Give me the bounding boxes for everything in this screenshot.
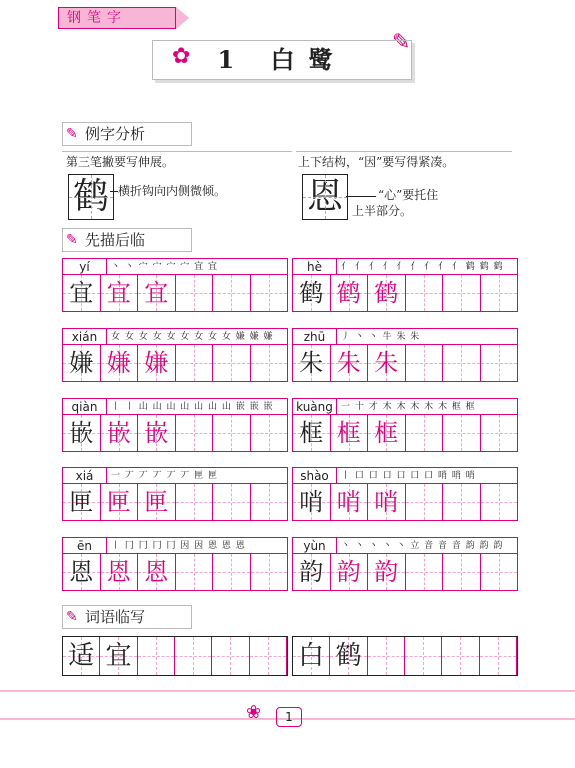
writing-cell[interactable] xyxy=(406,345,444,381)
trace-char: 匣 xyxy=(138,484,176,520)
trace-char: 匣 xyxy=(101,484,139,520)
model-char: 宜 xyxy=(63,275,101,311)
pinyin: yí xyxy=(63,259,107,275)
example-char-he: 鹤 xyxy=(68,174,114,220)
lesson-title xyxy=(152,40,412,80)
writing-cell[interactable] xyxy=(406,415,444,451)
writing-cell[interactable] xyxy=(213,275,251,311)
model-char: 恩 xyxy=(63,554,101,590)
trace-char: 宜 xyxy=(101,275,139,311)
pinyin: kuàng xyxy=(293,399,337,415)
page-number: 1 xyxy=(276,707,302,727)
trace-char: 嵌 xyxy=(138,415,176,451)
example-right-note: 上下结构，“因”要写得紧凑。 xyxy=(298,155,455,169)
model-char: 韵 xyxy=(293,554,331,590)
writing-cell[interactable] xyxy=(443,554,481,590)
pinyin: xián xyxy=(63,329,107,345)
example-right-side2: 上半部分。 xyxy=(352,204,413,218)
practice-block-shào xyxy=(292,467,518,521)
trace-char: 鹤 xyxy=(368,275,406,311)
word-char: 鹤 xyxy=(330,637,367,675)
writing-cell[interactable] xyxy=(176,484,214,520)
writing-cell[interactable] xyxy=(406,484,444,520)
example-left-note: 第三笔撇要写伸展。 xyxy=(66,155,175,169)
writing-cell[interactable] xyxy=(176,554,214,590)
trace-char: 嫌 xyxy=(138,345,176,381)
stroke-order: 丶 丶 丶 丶 丶 立 音 音 音 韵 韵 韵 xyxy=(337,538,517,554)
writing-cell[interactable] xyxy=(481,554,518,590)
trace-char: 嫌 xyxy=(101,345,139,381)
footer-line xyxy=(0,690,575,692)
writing-cell[interactable] xyxy=(251,554,288,590)
pointer-line xyxy=(110,191,118,192)
practice-block-zhū xyxy=(292,328,518,382)
writing-cell[interactable] xyxy=(176,345,214,381)
word-char: 白 xyxy=(293,637,330,675)
model-char: 框 xyxy=(293,415,331,451)
stroke-order: 丿 丶 丶 牛 朱 朱 xyxy=(337,329,517,345)
trace-char: 恩 xyxy=(138,554,176,590)
stroke-order: 一 丆 丆 丆 丆 丆 匣 匣 xyxy=(107,468,287,484)
example-right-side1: “心”要托住 xyxy=(378,188,439,202)
trace-char: 恩 xyxy=(101,554,139,590)
writing-cell[interactable] xyxy=(175,637,212,675)
writing-cell[interactable] xyxy=(251,415,288,451)
practice-block-xián xyxy=(62,328,288,382)
word-box-baihe xyxy=(292,636,518,676)
section-trace: ✎ 先描后临 xyxy=(62,228,192,252)
writing-cell[interactable] xyxy=(213,345,251,381)
writing-cell[interactable] xyxy=(443,484,481,520)
model-char: 朱 xyxy=(293,345,331,381)
writing-cell[interactable] xyxy=(250,637,287,675)
pinyin: shào xyxy=(293,468,337,484)
stroke-order: 女 女 女 女 女 女 女 女 女 嫌 嫌 嫌 xyxy=(107,329,287,345)
word-box-shiyi xyxy=(62,636,288,676)
trace-char: 宜 xyxy=(138,275,176,311)
writing-cell[interactable] xyxy=(443,275,481,311)
practice-block-qiàn xyxy=(62,398,288,452)
pencil-icon: ✎ xyxy=(392,30,411,55)
writing-cell[interactable] xyxy=(480,637,517,675)
stroke-order: 丶 丶 宀 宀 宀 宀 宜 宜 xyxy=(107,259,287,275)
writing-cell[interactable] xyxy=(406,554,444,590)
pointer-line xyxy=(346,196,376,197)
trace-char: 朱 xyxy=(368,345,406,381)
practice-block-yí xyxy=(62,258,288,312)
trace-char: 框 xyxy=(331,415,369,451)
example-left-side: 横折钩向内侧微倾。 xyxy=(118,184,227,198)
trace-char: 韵 xyxy=(331,554,369,590)
writing-cell[interactable] xyxy=(442,637,479,675)
trace-char: 框 xyxy=(368,415,406,451)
writing-cell[interactable] xyxy=(481,415,518,451)
trace-char: 哨 xyxy=(331,484,369,520)
divider xyxy=(296,151,512,152)
word-char: 适 xyxy=(63,637,100,675)
header-tag: 钢笔字 xyxy=(58,7,176,29)
stroke-order: 丨 丨 山 山 山 山 山 山 山 嵌 嵌 嵌 xyxy=(107,399,287,415)
model-char: 嫌 xyxy=(63,345,101,381)
model-char: 匣 xyxy=(63,484,101,520)
stroke-order: 一 十 才 木 木 木 木 木 框 框 xyxy=(337,399,517,415)
lesson-number: 1 xyxy=(217,45,249,74)
example-char-en: 恩 xyxy=(302,174,348,220)
writing-cell[interactable] xyxy=(406,275,444,311)
trace-char: 哨 xyxy=(368,484,406,520)
writing-cell[interactable] xyxy=(443,415,481,451)
pinyin: hè xyxy=(293,259,337,275)
writing-cell[interactable] xyxy=(138,637,175,675)
stroke-order: 亻 亻 亻 亻 亻 亻 亻 亻 亻 鹤 鹤 鹤 xyxy=(337,259,517,275)
writing-cell[interactable] xyxy=(176,275,214,311)
stroke-order: 丨 口 口 口 口 口 口 哨 哨 哨 xyxy=(337,468,517,484)
pinyin: zhū xyxy=(293,329,337,345)
writing-cell[interactable] xyxy=(443,345,481,381)
writing-cell[interactable] xyxy=(481,275,518,311)
writing-cell[interactable] xyxy=(213,554,251,590)
practice-block-ēn xyxy=(62,537,288,591)
writing-cell[interactable] xyxy=(368,637,405,675)
model-char: 嵌 xyxy=(63,415,101,451)
trace-char: 朱 xyxy=(331,345,369,381)
lesson-name: 白鹭 xyxy=(270,45,347,74)
writing-cell[interactable] xyxy=(251,275,288,311)
rabbit-icon: ❀ xyxy=(246,702,262,723)
trace-char: 鹤 xyxy=(331,275,369,311)
trace-char: 韵 xyxy=(368,554,406,590)
section-example: ✎ 例字分析 xyxy=(62,122,192,146)
writing-cell[interactable] xyxy=(251,484,288,520)
mushroom-icon: ✿ xyxy=(172,44,191,69)
pinyin: qiàn xyxy=(63,399,107,415)
writing-cell[interactable] xyxy=(213,415,251,451)
writing-cell[interactable] xyxy=(176,415,214,451)
divider xyxy=(62,151,292,152)
pinyin: ēn xyxy=(63,538,107,554)
writing-cell[interactable] xyxy=(251,345,288,381)
practice-block-xiá xyxy=(62,467,288,521)
trace-char: 嵌 xyxy=(101,415,139,451)
model-char: 鹤 xyxy=(293,275,331,311)
practice-block-kuàng xyxy=(292,398,518,452)
word-char: 宜 xyxy=(100,637,137,675)
writing-cell[interactable] xyxy=(481,484,518,520)
writing-cell[interactable] xyxy=(481,345,518,381)
model-char: 哨 xyxy=(293,484,331,520)
pinyin: yùn xyxy=(293,538,337,554)
section-words: ✎ 词语临写 xyxy=(62,605,192,629)
stroke-order: 丨 冂 冂 冂 冂 因 因 恩 恩 恩 xyxy=(107,538,287,554)
writing-cell[interactable] xyxy=(405,637,442,675)
pinyin: xiá xyxy=(63,468,107,484)
writing-cell[interactable] xyxy=(213,484,251,520)
practice-block-yùn xyxy=(292,537,518,591)
practice-block-hè xyxy=(292,258,518,312)
writing-cell[interactable] xyxy=(212,637,249,675)
